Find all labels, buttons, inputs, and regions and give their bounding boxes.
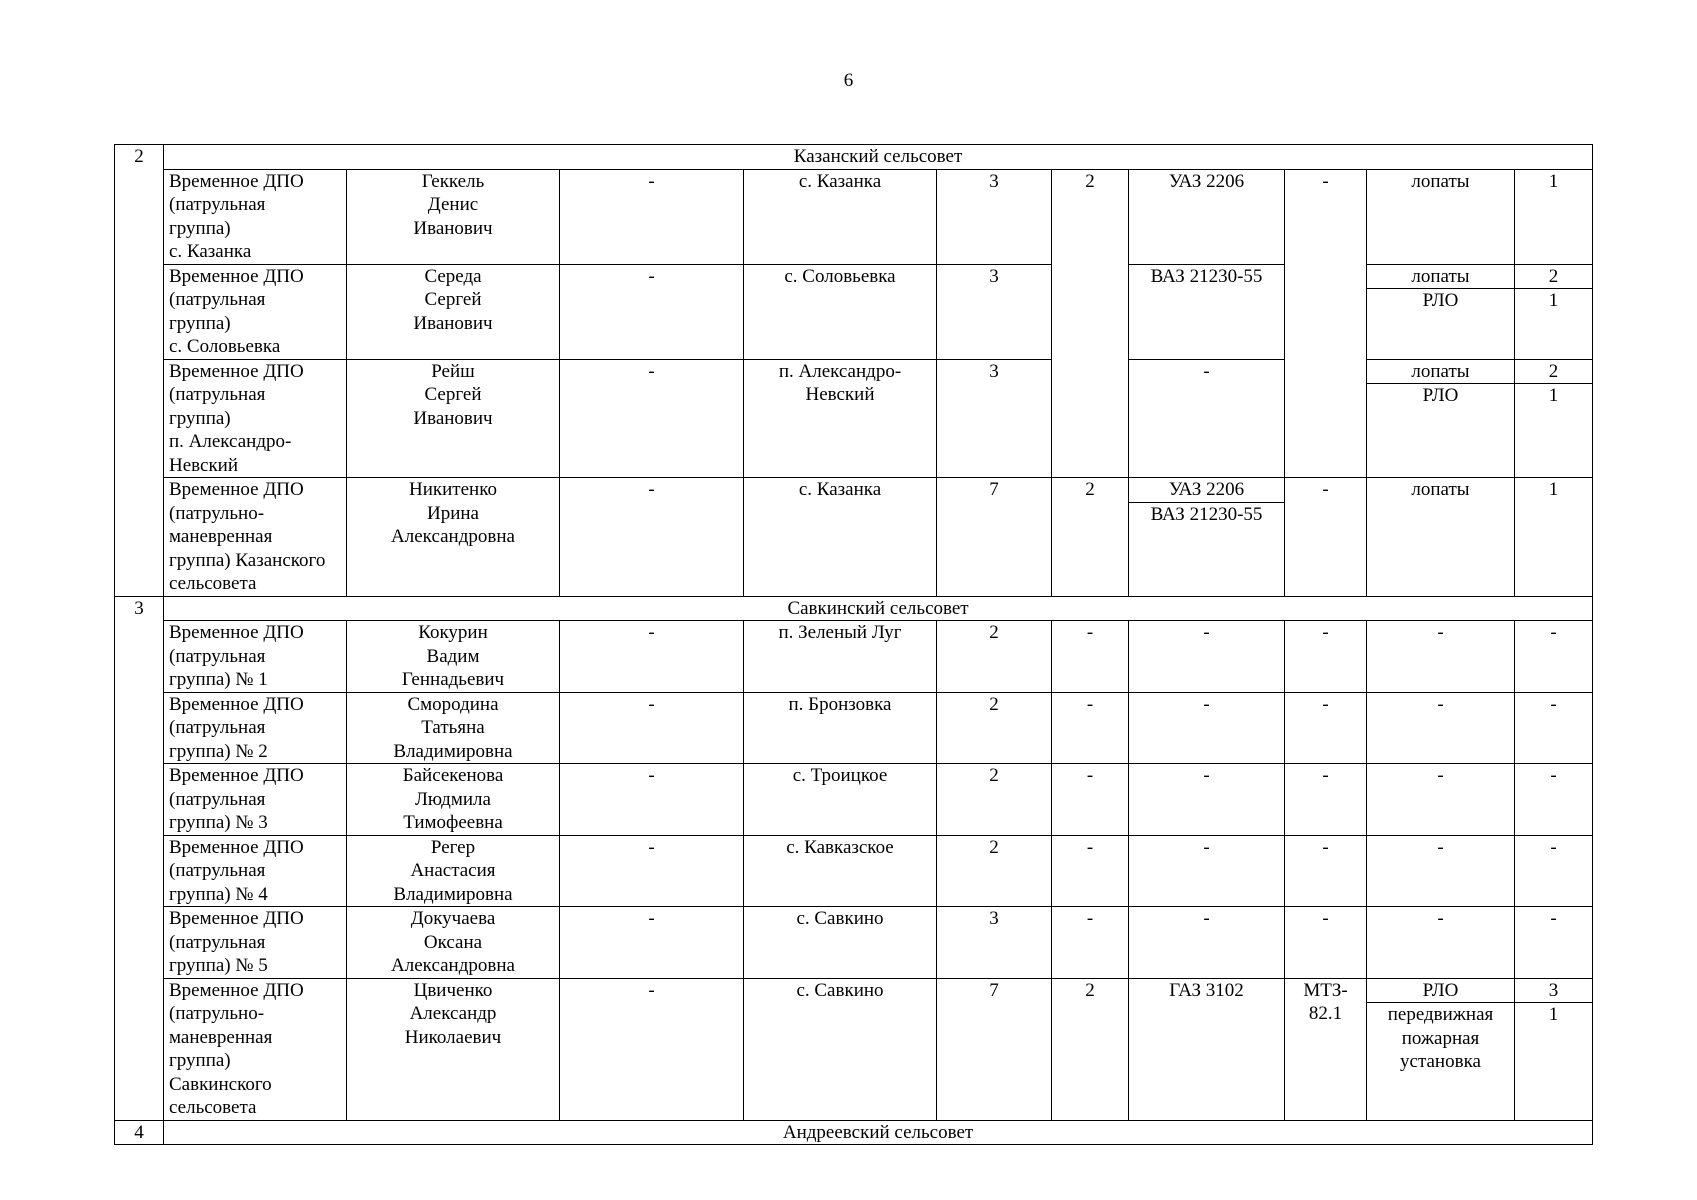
location-cell: с. Троицкое — [744, 764, 937, 836]
head-name-cell: Кокурин Вадим Геннадьевич — [347, 621, 560, 693]
col6-cell — [1052, 359, 1129, 478]
vehicle-item: УАЗ 2206 — [1168, 479, 1245, 500]
equipment-count-cell: 1 — [1515, 478, 1593, 597]
table-row — [115, 359, 1593, 478]
special-cell: - — [1285, 907, 1367, 979]
location-cell: п. Бронзовка — [744, 692, 937, 764]
equipment-count: 3 — [1548, 979, 1559, 1001]
equipment-count-cell: - — [1515, 621, 1593, 693]
equipment-cell: - — [1367, 907, 1515, 979]
unit-type-cell: Временное ДПО (патрульная группа) № 1 — [164, 621, 347, 693]
col6-cell: 2 — [1052, 169, 1129, 264]
contact-cell: - — [560, 621, 744, 693]
table-row — [115, 621, 1593, 693]
equipment-count-cell — [1515, 359, 1593, 478]
table-row — [115, 978, 1593, 1120]
equipment-cell — [1367, 264, 1515, 359]
equipment-item: лопаты — [1411, 265, 1470, 287]
personnel-cell: 2 — [937, 764, 1052, 836]
special-cell: - — [1285, 764, 1367, 836]
head-name-cell: Геккель Денис Иванович — [347, 169, 560, 264]
equipment-count: 1 — [1515, 1002, 1592, 1027]
contact-cell: - — [560, 835, 744, 907]
equipment-cell: - — [1367, 764, 1515, 836]
special-cell — [1285, 359, 1367, 478]
col6-cell: 2 — [1052, 478, 1129, 597]
special-cell: МТЗ- 82.1 — [1285, 978, 1367, 1120]
equipment-count-cell: - — [1515, 692, 1593, 764]
equipment-count: 1 — [1515, 383, 1592, 408]
equipment-count: 2 — [1548, 360, 1559, 382]
vehicle-cell: - — [1129, 835, 1285, 907]
equipment-item: РЛО — [1422, 979, 1459, 1001]
head-name-cell: Байсекенова Людмила Тимофеевна — [347, 764, 560, 836]
equipment-count: 1 — [1515, 288, 1592, 313]
col6-cell: 2 — [1052, 978, 1129, 1120]
location-cell: п. Александро- Невский — [744, 359, 937, 478]
section-number: 4 — [115, 1120, 164, 1145]
vehicle-cell: ГАЗ 3102 — [1129, 978, 1285, 1120]
special-cell: - — [1285, 692, 1367, 764]
head-name-cell: Смородина Татьяна Владимировна — [347, 692, 560, 764]
special-cell — [1285, 264, 1367, 359]
vehicle-cell: - — [1129, 621, 1285, 693]
personnel-cell: 3 — [937, 907, 1052, 979]
equipment-item: передвижная пожарная установка — [1367, 1002, 1514, 1074]
contact-cell: - — [560, 907, 744, 979]
vehicle-cell: - — [1129, 359, 1285, 478]
vehicle-cell: ВАЗ 21230-55 — [1129, 264, 1285, 359]
equipment-count: 2 — [1548, 265, 1559, 287]
dpo-table — [114, 144, 1593, 1145]
equipment-count-cell: - — [1515, 835, 1593, 907]
head-name-cell: Середа Сергей Иванович — [347, 264, 560, 359]
contact-cell: - — [560, 978, 744, 1120]
location-cell: с. Савкино — [744, 907, 937, 979]
unit-type-cell: Временное ДПО (патрульная группа) с. Соловьевка — [164, 264, 347, 359]
equipment-item: лопаты — [1411, 360, 1470, 382]
equipment-cell: - — [1367, 621, 1515, 693]
equipment-count-cell — [1515, 264, 1593, 359]
equipment-cell: - — [1367, 692, 1515, 764]
unit-type-cell: Временное ДПО (патрульная группа) № 5 — [164, 907, 347, 979]
head-name-cell: Цвиченко Александр Николаевич — [347, 978, 560, 1120]
contact-cell: - — [560, 764, 744, 836]
col6-cell — [1052, 264, 1129, 359]
col6-cell: - — [1052, 621, 1129, 693]
table-row — [115, 264, 1593, 359]
equipment-count-cell: - — [1515, 764, 1593, 836]
col6-cell: - — [1052, 764, 1129, 836]
section-name: Андреевский сельсовет — [164, 1120, 1593, 1145]
equipment-cell: лопаты — [1367, 478, 1515, 597]
special-cell: - — [1285, 169, 1367, 264]
contact-cell: - — [560, 692, 744, 764]
col6-cell: - — [1052, 692, 1129, 764]
location-cell: с. Соловьевка — [744, 264, 937, 359]
unit-type-cell: Временное ДПО (патрульная группа) п. Александро- Невский — [164, 359, 347, 478]
unit-type-cell: Временное ДПО (патрульная группа) № 4 — [164, 835, 347, 907]
table-row — [115, 764, 1593, 836]
unit-type-cell: Временное ДПО (патрульно- маневренная группа) Казанского сельсовета — [164, 478, 347, 597]
table-row — [115, 692, 1593, 764]
table-row — [115, 835, 1593, 907]
personnel-cell: 2 — [937, 835, 1052, 907]
equipment-count-cell: - — [1515, 907, 1593, 979]
location-cell: с. Кавказское — [744, 835, 937, 907]
special-cell: - — [1285, 835, 1367, 907]
location-cell: п. Зеленый Луг — [744, 621, 937, 693]
section-number: 2 — [115, 145, 164, 597]
contact-cell: - — [560, 359, 744, 478]
personnel-cell: 7 — [937, 478, 1052, 597]
vehicle-cell: - — [1129, 764, 1285, 836]
section-name: Казанский сельсовет — [164, 145, 1593, 170]
location-cell: с. Казанка — [744, 169, 937, 264]
table-row — [115, 478, 1593, 597]
vehicle-cell: УАЗ 2206 — [1129, 169, 1285, 264]
unit-type-cell: Временное ДПО (патрульно- маневренная группа) Савкинского сельсовета — [164, 978, 347, 1120]
equipment-cell: лопаты — [1367, 169, 1515, 264]
contact-cell: - — [560, 478, 744, 597]
vehicle-item: ВАЗ 21230-55 — [1129, 502, 1284, 527]
personnel-cell: 7 — [937, 978, 1052, 1120]
section-header-row — [115, 596, 1593, 621]
personnel-cell: 3 — [937, 359, 1052, 478]
unit-type-cell: Временное ДПО (патрульная группа) с. Казанка — [164, 169, 347, 264]
equipment-item: РЛО — [1367, 383, 1514, 408]
head-name-cell: Регер Анастасия Владимировна — [347, 835, 560, 907]
personnel-cell: 2 — [937, 621, 1052, 693]
contact-cell: - — [560, 264, 744, 359]
personnel-cell: 2 — [937, 692, 1052, 764]
vehicle-cell: - — [1129, 692, 1285, 764]
section-header-row — [115, 145, 1593, 170]
head-name-cell: Рейш Сергей Иванович — [347, 359, 560, 478]
equipment-cell: - — [1367, 835, 1515, 907]
head-name-cell: Докучаева Оксана Александровна — [347, 907, 560, 979]
section-number: 3 — [115, 596, 164, 1120]
special-cell: - — [1285, 621, 1367, 693]
unit-type-cell: Временное ДПО (патрульная группа) № 2 — [164, 692, 347, 764]
equipment-cell — [1367, 359, 1515, 478]
special-cell: - — [1285, 478, 1367, 597]
table-row — [115, 169, 1593, 264]
vehicle-cell — [1129, 478, 1285, 597]
table-row — [115, 907, 1593, 979]
vehicle-cell: - — [1129, 907, 1285, 979]
equipment-item: РЛО — [1367, 288, 1514, 313]
personnel-cell: 3 — [937, 264, 1052, 359]
unit-type-cell: Временное ДПО (патрульная группа) № 3 — [164, 764, 347, 836]
page-number: 6 — [843, 70, 854, 91]
personnel-cell: 3 — [937, 169, 1052, 264]
contact-cell: - — [560, 169, 744, 264]
col6-cell: - — [1052, 907, 1129, 979]
section-header-row — [115, 1120, 1593, 1145]
equipment-count-cell — [1515, 978, 1593, 1120]
head-name-cell: Никитенко Ирина Александровна — [347, 478, 560, 597]
equipment-count-cell: 1 — [1515, 169, 1593, 264]
location-cell: с. Савкино — [744, 978, 937, 1120]
section-name: Савкинский сельсовет — [164, 596, 1593, 621]
location-cell: с. Казанка — [744, 478, 937, 597]
col6-cell: - — [1052, 835, 1129, 907]
equipment-cell — [1367, 978, 1515, 1120]
